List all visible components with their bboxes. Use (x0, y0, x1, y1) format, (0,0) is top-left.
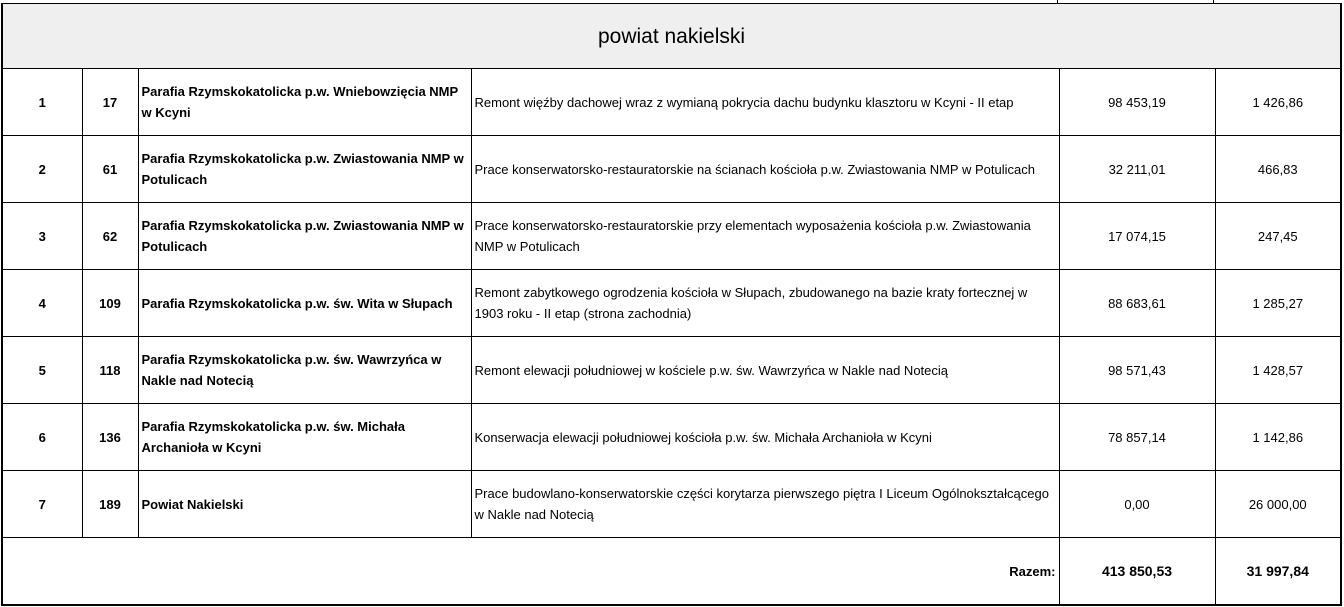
grant-amount-cell[interactable]: 1 142,86 (1215, 404, 1341, 471)
amount-cell[interactable]: 78 857,14 (1059, 404, 1215, 471)
application-number-cell[interactable]: 62 (82, 203, 138, 270)
row-number-cell[interactable]: 2 (2, 136, 82, 203)
grant-amount-cell[interactable]: 1 428,57 (1215, 337, 1341, 404)
applicant-name-cell[interactable]: Parafia Rzymskokatolicka p.w. św. Wawrzyńca w Nakle nad Notecią (138, 337, 471, 404)
row-number-cell[interactable]: 3 (2, 203, 82, 270)
table-row (2, 270, 1341, 337)
applicant-name-cell[interactable]: Powiat Nakielski (138, 471, 471, 538)
grant-amount-cell[interactable]: 26 000,00 (1215, 471, 1341, 538)
task-description-cell[interactable]: Remont elewacji południowej w kościele p.w. św. Wawrzyńca w Nakle nad Notecią (471, 337, 1059, 404)
table-row (2, 337, 1341, 404)
total-amount-cell[interactable]: 413 850,53 (1059, 538, 1215, 606)
table-row (2, 404, 1341, 471)
row-number-cell[interactable]: 4 (2, 270, 82, 337)
grant-amount-cell[interactable]: 466,83 (1215, 136, 1341, 203)
total-label[interactable]: Razem: (2, 538, 1059, 606)
application-number-cell[interactable]: 17 (82, 69, 138, 136)
row-number-cell[interactable]: 6 (2, 404, 82, 471)
table-row (2, 69, 1341, 136)
grant-amount-cell[interactable]: 1 285,27 (1215, 270, 1341, 337)
applicant-name-cell[interactable]: Parafia Rzymskokatolicka p.w. św. Wita w Słupach (138, 270, 471, 337)
table-row (2, 203, 1341, 270)
row-number-cell[interactable]: 1 (2, 69, 82, 136)
row-number-cell[interactable]: 7 (2, 471, 82, 538)
grant-table (1, 3, 1342, 606)
amount-cell[interactable]: 32 211,01 (1059, 136, 1215, 203)
amount-cell[interactable]: 98 453,19 (1059, 69, 1215, 136)
application-number-cell[interactable]: 189 (82, 471, 138, 538)
task-description-cell[interactable]: Konserwacja elewacji południowej kościoła p.w. św. Michała Archanioła w Kcyni (471, 404, 1059, 471)
total-grant-cell[interactable]: 31 997,84 (1215, 538, 1341, 606)
table-row (2, 471, 1341, 538)
application-number-cell[interactable]: 109 (82, 270, 138, 337)
application-number-cell[interactable]: 61 (82, 136, 138, 203)
district-title[interactable]: powiat nakielski (2, 4, 1341, 69)
applicant-name-cell[interactable]: Parafia Rzymskokatolicka p.w. Zwiastowania NMP w Potulicach (138, 136, 471, 203)
amount-cell[interactable]: 0,00 (1059, 471, 1215, 538)
task-description-cell[interactable]: Remont zabytkowego ogrodzenia kościoła w Słupach, zbudowanego na bazie kraty fortecznej w 1903 roku - II etap (strona zachodnia) (471, 270, 1059, 337)
application-number-cell[interactable]: 118 (82, 337, 138, 404)
grant-amount-cell[interactable]: 1 426,86 (1215, 69, 1341, 136)
amount-cell[interactable]: 17 074,15 (1059, 203, 1215, 270)
task-description-cell[interactable]: Prace budowlano-konserwatorskie części korytarza pierwszego piętra I Liceum Ogólnokształcącego w Nakle nad Notecią (471, 471, 1059, 538)
applicant-name-cell[interactable]: Parafia Rzymskokatolicka p.w. św. Michała Archanioła w Kcyni (138, 404, 471, 471)
district-header-row (2, 4, 1341, 69)
task-description-cell[interactable]: Prace konserwatorsko-restauratorskie przy elementach wyposażenia kościoła p.w. Zwiastowania NMP w Potulicach (471, 203, 1059, 270)
task-description-cell[interactable]: Prace konserwatorsko-restauratorskie na ścianach kościoła p.w. Zwiastowania NMP w Potulicach (471, 136, 1059, 203)
total-row (2, 538, 1341, 606)
table-row (2, 136, 1341, 203)
task-description-cell[interactable]: Remont więźby dachowej wraz z wymianą pokrycia dachu budynku klasztoru w Kcyni - II etap (471, 69, 1059, 136)
amount-cell[interactable]: 88 683,61 (1059, 270, 1215, 337)
amount-cell[interactable]: 98 571,43 (1059, 337, 1215, 404)
application-number-cell[interactable]: 136 (82, 404, 138, 471)
grant-amount-cell[interactable]: 247,45 (1215, 203, 1341, 270)
row-number-cell[interactable]: 5 (2, 337, 82, 404)
applicant-name-cell[interactable]: Parafia Rzymskokatolicka p.w. Zwiastowania NMP w Potulicach (138, 203, 471, 270)
applicant-name-cell[interactable]: Parafia Rzymskokatolicka p.w. Wniebowzięcia NMP w Kcyni (138, 69, 471, 136)
